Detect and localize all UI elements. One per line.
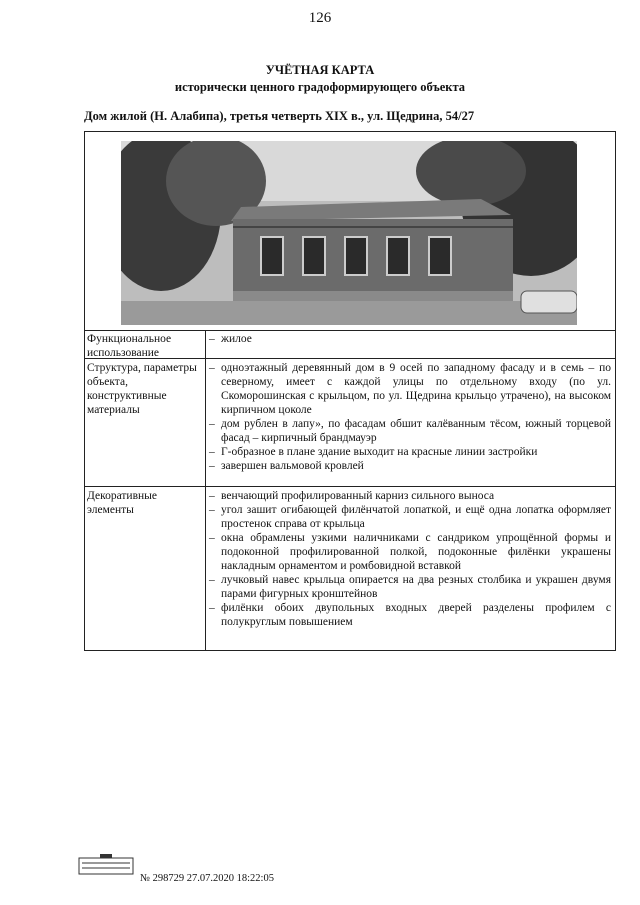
- row-label: Функциональное использование: [87, 333, 172, 359]
- row-values: [209, 361, 611, 473]
- record-card-table: [84, 131, 616, 651]
- row-values: [209, 332, 611, 346]
- list-item: – окна обрамлены узкими наличниками с сандриком упрощённой формы и подоконной профилированной полкой, подоконные филёнки украшены накладным орнаментом и ромбовидной вставкой: [209, 531, 611, 573]
- building-photo: [121, 141, 577, 325]
- row-values: [209, 489, 611, 629]
- list-item: – лучковый навес крыльца опирается на два резных столбика и украшен двумя парами фигурных кронштейнов: [209, 573, 611, 601]
- document-title: [0, 62, 640, 96]
- row-decor: [85, 487, 615, 650]
- stamp-icon: [78, 854, 134, 878]
- list-item: – Г-образное в плане здание выходит на красные линии застройки: [209, 445, 611, 459]
- list-item: – венчающий профилированный карниз сильного выноса: [209, 489, 611, 503]
- photo-cell: [85, 132, 615, 331]
- row-label: Структура, параметры объекта, конструктивные материалы: [87, 362, 197, 416]
- row-label: Декоративные элементы: [87, 490, 157, 516]
- row-structure: [85, 359, 615, 487]
- title-line-2: исторически ценного градоформирующего объекта: [174, 80, 466, 94]
- document-footer: № 298729 27.07.2020 18:22:05: [140, 873, 274, 884]
- list-item: – завершен вальмовой кровлей: [209, 459, 611, 473]
- list-item: – дом рублен в лапу», по фасадам обшит калёванным тёсом, южный торцевой фасад – кирпичный брандмауэр: [209, 417, 611, 445]
- page-number: 126: [308, 10, 332, 26]
- title-line-1: УЧЁТНАЯ КАРТА: [265, 63, 375, 77]
- object-heading: Дом жилой (Н. Алабипа), третья четверть XIX в., ул. Щедрина, 54/27: [84, 109, 475, 123]
- list-item: – филёнки обоих двупольных входных дверей разделены профилем с полукруглым повышением: [209, 601, 611, 629]
- row-function: [85, 330, 615, 359]
- list-item: – угол зашит огибающей филёнчатой лопаткой, и ещё одна лопатка оформляет простенок справа от крыльца: [209, 503, 611, 531]
- list-item: – одноэтажный деревянный дом в 9 осей по западному фасаду и в семь – по северному, имеет с каждой улицы по отдельному входу (по ул. Скоморошинская с крыльцом, по ул. Щедрина крыльцо утрачено), на высоком кирпичном цоколе: [209, 361, 611, 417]
- list-item: – жилое: [209, 332, 611, 346]
